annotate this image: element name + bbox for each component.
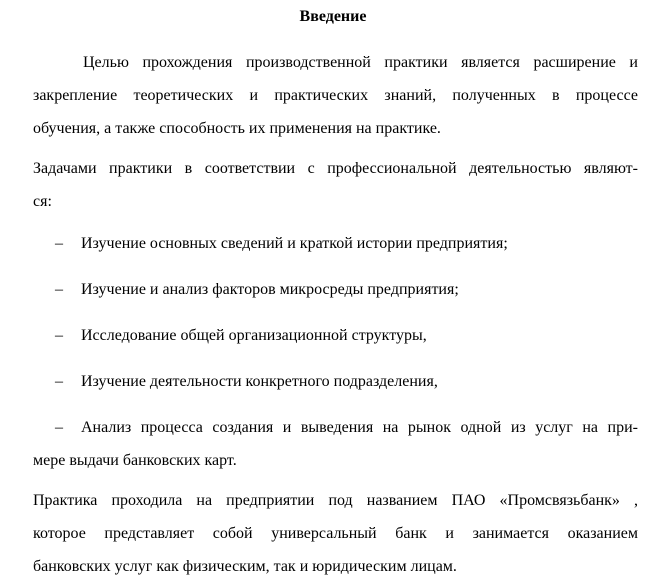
tasks-intro-paragraph: [33, 152, 638, 218]
list-item-text: Исследование общей организационной структуры,: [81, 327, 427, 344]
intro-line-2: закрепление теоретических и практических знаний, полученных в процессе: [33, 87, 638, 104]
conclusion-line-1: Практика проходила на предприятии под названием ПАО «Промсвязьбанк» ,: [33, 492, 638, 509]
list-item-text-continued: мере выдачи банковских карт.: [33, 452, 237, 469]
list-item: [33, 227, 638, 260]
list-item: [33, 319, 638, 352]
list-item: [33, 273, 638, 306]
tasks-intro-line-2: ся:: [33, 193, 52, 210]
conclusion-paragraph: [33, 484, 638, 583]
list-item-text: Изучение основных сведений и краткой истории предприятия;: [81, 235, 508, 252]
intro-line-3: обучения, а также способность их применения на практике.: [33, 120, 441, 137]
document-heading: Введение: [299, 8, 367, 25]
list-dash: –: [55, 373, 63, 390]
conclusion-line-2: которое представляет собой универсальный банк и занимается оказанием: [33, 525, 638, 542]
list-dash: –: [55, 419, 63, 436]
list-item-text: Изучение деятельности конкретного подразделения,: [81, 373, 438, 390]
list-item-text: Анализ процесса создания и выведения на рынок одной из услуг на при-: [81, 419, 638, 436]
intro-paragraph: [33, 46, 638, 145]
list-item-text: Изучение и анализ факторов микросреды предприятия;: [81, 281, 459, 298]
list-item: [33, 411, 638, 477]
intro-line-1: Целью прохождения производственной практики является расширение и: [83, 54, 638, 71]
list-item: [33, 365, 638, 398]
list-dash: –: [55, 327, 63, 344]
list-dash: –: [55, 281, 63, 298]
conclusion-line-3: банковских услуг как физическим, так и юридическим лицам.: [33, 558, 457, 575]
list-dash: –: [55, 235, 63, 252]
tasks-intro-line-1: Задачами практики в соответствии с профессиональной деятельностью являют-: [33, 160, 638, 177]
